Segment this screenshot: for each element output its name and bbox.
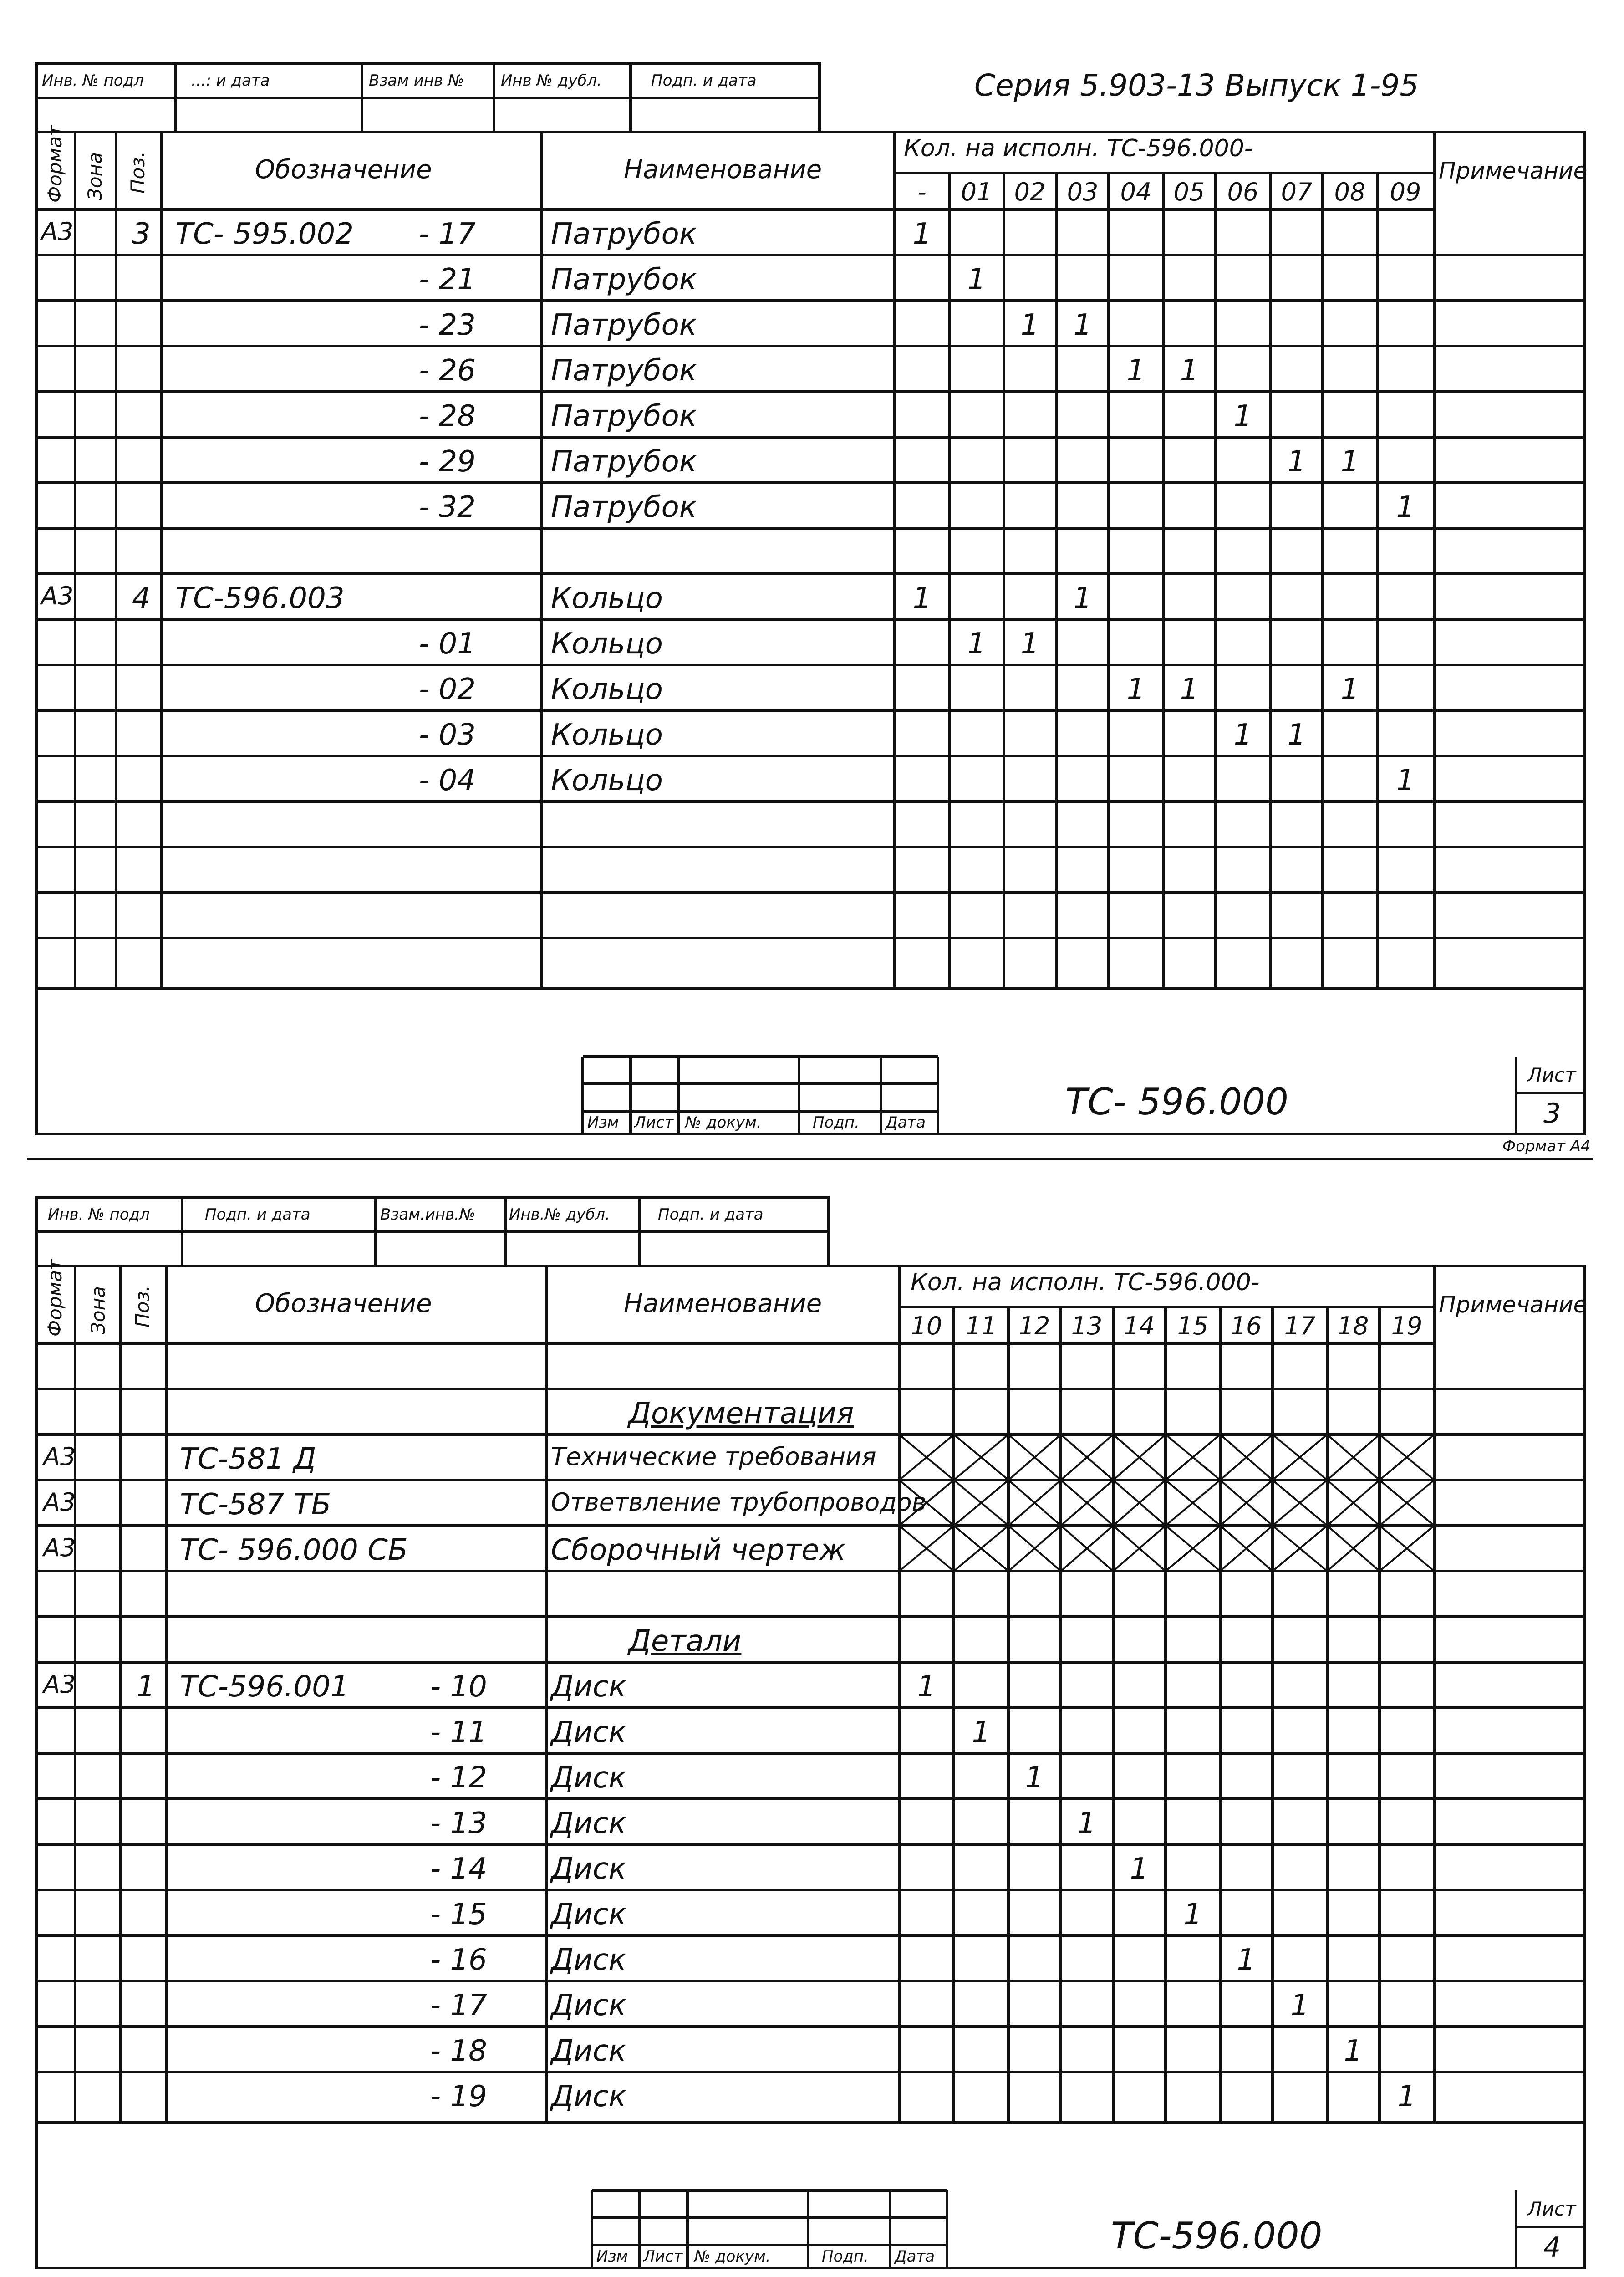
cell-qty: 1 [1237, 1943, 1256, 1977]
cell-qty: 1 [912, 582, 932, 615]
cell-designation: ТС-596.001 [180, 1670, 349, 1704]
cell-qty: 1 [1180, 354, 1199, 388]
cell-variant-suffix: - 17 [430, 1989, 487, 2022]
cell-qty: 1 [967, 263, 986, 296]
cell-qty: 1 [1126, 673, 1145, 706]
cell-qty: 1 [1233, 718, 1252, 752]
cell-variant-suffix: - 14 [430, 1852, 487, 1886]
variant-header: 15 [1177, 1312, 1209, 1340]
cell-format: А3 [43, 1670, 76, 1699]
cell-qty: 1 [1180, 673, 1199, 706]
cell-name: Диск [551, 1715, 626, 1749]
tb-date: Дата [886, 1113, 926, 1132]
cell-name: Кольцо [551, 582, 663, 615]
sheet-label: Лист [1527, 2198, 1576, 2220]
cell-qty: 1 [1077, 1807, 1096, 1840]
cell-qty: 1 [1130, 1852, 1149, 1886]
cell-variant-suffix: - 01 [419, 627, 476, 661]
format-footer: Формат А4 [1502, 1137, 1591, 1155]
cell-qty: 1 [1340, 673, 1359, 706]
cell-name: Технические требования [551, 1442, 876, 1471]
cell-variant-suffix: - 04 [419, 764, 476, 797]
variant-header: 06 [1227, 178, 1259, 206]
stamp-podp-data-2: Подп. и дата [651, 71, 757, 90]
variant-header: 03 [1067, 178, 1099, 206]
cell-qty: 1 [1396, 490, 1415, 524]
series-line: Серия 5.903-13 Выпуск 1-95 [974, 68, 1419, 103]
sheet-label: Лист [1527, 1064, 1576, 1086]
tb-izm: Изм [587, 1113, 619, 1132]
doc-code: ТС-596.000 [1111, 2215, 1323, 2257]
variant-header: 18 [1337, 1312, 1369, 1340]
qty-header: Кол. на исполн. ТС-596.000- [904, 135, 1253, 162]
col-pos-header: Поз. [131, 1285, 153, 1327]
cell-qty: 1 [1025, 1761, 1044, 1795]
cell-name: Патрубок [551, 263, 697, 296]
stamp-podp-data-2: Подп. и дата [658, 1205, 764, 1224]
cell-name: Патрубок [551, 445, 697, 479]
cell-designation: ТС-581 Д [180, 1442, 316, 1476]
tb-list: Лист [634, 1113, 674, 1132]
cell-qty: 1 [1396, 764, 1415, 797]
col-zone-header: Зона [87, 1286, 109, 1334]
cell-format: А3 [43, 1488, 76, 1516]
stamp-inv-dubl: Инв.№ дубл. [509, 1205, 610, 1224]
cell-designation: ТС- 595.002 [175, 217, 354, 251]
cell-qty: 1 [967, 627, 986, 661]
section-heading: Документация [628, 1397, 854, 1430]
variant-header: 11 [965, 1312, 997, 1340]
cell-variant-suffix: - 26 [419, 354, 476, 388]
cell-variant-suffix: - 12 [430, 1761, 487, 1795]
tb-list: Лист [643, 2247, 683, 2266]
cell-name: Диск [551, 2080, 626, 2114]
cell-pos: 1 [137, 1670, 155, 1704]
sheet-number: 3 [1543, 1098, 1561, 1129]
cell-name: Кольцо [551, 627, 663, 661]
cell-name: Диск [551, 1852, 626, 1886]
col-note-header: Примечание [1439, 158, 1588, 184]
variant-header: 08 [1334, 178, 1366, 206]
qty-header: Кол. на исполн. ТС-596.000- [911, 1269, 1260, 1296]
cell-name: Патрубок [551, 308, 697, 342]
cell-name: Патрубок [551, 399, 697, 433]
tb-doc-no: № докум. [685, 1113, 762, 1132]
cell-variant-suffix: - 21 [419, 263, 476, 296]
tb-date: Дата [895, 2247, 935, 2266]
col-zone-header: Зона [84, 152, 106, 200]
cell-name: Диск [551, 1761, 626, 1795]
spec-sheet-4 [0, 1184, 1624, 2277]
cell-pos: 3 [132, 217, 151, 251]
cell-qty: 1 [1073, 582, 1092, 615]
cell-name: Патрубок [551, 490, 697, 524]
variant-header: 12 [1018, 1312, 1050, 1340]
variant-header: 02 [1014, 178, 1046, 206]
cell-name: Диск [551, 1670, 626, 1704]
cell-variant-suffix: - 02 [419, 673, 476, 706]
variant-header: 04 [1120, 178, 1152, 206]
tb-podp: Подп. [813, 1113, 860, 1132]
col-format-header: Формат [44, 1259, 66, 1337]
cell-format: А3 [43, 1442, 76, 1471]
variant-header: 19 [1391, 1312, 1423, 1340]
variant-header: 14 [1123, 1312, 1155, 1340]
tb-doc-no: № докум. [694, 2247, 771, 2266]
cell-variant-suffix: - 28 [419, 399, 476, 433]
col-format-header: Формат [44, 125, 66, 203]
tb-izm: Изм [596, 2247, 628, 2266]
variant-header: 09 [1390, 178, 1421, 206]
variant-header: 16 [1230, 1312, 1262, 1340]
stamp-inv-dubl: Инв № дубл. [501, 71, 602, 90]
variant-header: 05 [1173, 178, 1205, 206]
cell-format: А3 [41, 217, 74, 246]
cell-name: Диск [551, 1898, 626, 1931]
variant-header: - [917, 178, 927, 206]
col-pos-header: Поз. [127, 151, 149, 194]
cell-qty: 1 [1287, 445, 1306, 479]
cell-variant-suffix: - 18 [430, 2034, 487, 2068]
stamp-inv-podl: Инв. № подл [48, 1205, 150, 1224]
col-name-header: Наименование [624, 155, 822, 184]
cell-variant-suffix: - 29 [419, 445, 476, 479]
stamp-vzam-inv: Взам.инв.№ [380, 1205, 476, 1224]
cell-designation: ТС- 596.000 СБ [180, 1533, 408, 1567]
col-name-header: Наименование [624, 1289, 822, 1318]
cell-qty: 1 [972, 1715, 991, 1749]
cell-variant-suffix: - 23 [419, 308, 476, 342]
cell-name: Сборочный чертеж [551, 1533, 846, 1567]
cell-qty: 1 [1397, 2080, 1416, 2114]
cell-name: Кольцо [551, 673, 663, 706]
cell-format: А3 [41, 582, 74, 610]
cell-name: Диск [551, 1989, 626, 2022]
doc-code: ТС- 596.000 [1065, 1081, 1288, 1123]
stamp-podp-data: ...: и дата [191, 71, 270, 90]
cell-qty: 1 [1290, 1989, 1309, 2022]
cell-qty: 1 [1233, 399, 1252, 433]
variant-header: 13 [1071, 1312, 1103, 1340]
variant-header: 07 [1281, 178, 1313, 206]
cell-variant-suffix: - 11 [430, 1715, 487, 1749]
cell-name: Диск [551, 1943, 626, 1977]
cell-variant-suffix: - 15 [430, 1898, 487, 1931]
cell-variant-suffix: - 17 [419, 217, 476, 251]
cell-qty: 1 [1344, 2034, 1363, 2068]
cell-qty: 1 [1073, 308, 1092, 342]
col-designation-header: Обозначение [255, 155, 432, 184]
cell-qty: 1 [1340, 445, 1359, 479]
cell-pos: 4 [132, 582, 151, 615]
cell-qty: 1 [1020, 308, 1039, 342]
cell-qty: 1 [1287, 718, 1306, 752]
tb-podp: Подп. [822, 2247, 869, 2266]
cell-variant-suffix: - 10 [430, 1670, 487, 1704]
cell-name: Патрубок [551, 217, 697, 251]
cell-variant-suffix: - 32 [419, 490, 476, 524]
cell-name: Кольцо [551, 764, 663, 797]
cell-designation: ТС-596.003 [175, 582, 345, 615]
stamp-vzam-inv: Взам инв № [369, 71, 464, 90]
cell-qty: 1 [1183, 1898, 1202, 1931]
stamp-podp-data: Подп. и дата [205, 1205, 311, 1224]
cell-name: Диск [551, 2034, 626, 2068]
cell-designation: ТС-587 ТБ [180, 1488, 331, 1521]
col-designation-header: Обозначение [255, 1289, 432, 1318]
cell-qty: 1 [917, 1670, 936, 1704]
cell-variant-suffix: - 03 [419, 718, 476, 752]
cell-qty: 1 [1020, 627, 1039, 661]
cell-variant-suffix: - 19 [430, 2080, 487, 2114]
stamp-inv-podl: Инв. № подл [42, 71, 144, 90]
cell-name: Кольцо [551, 718, 663, 752]
cell-name: Диск [551, 1807, 626, 1840]
variant-header: 10 [911, 1312, 942, 1340]
cell-qty: 1 [912, 217, 932, 251]
cell-format: А3 [43, 1533, 76, 1562]
cell-variant-suffix: - 13 [430, 1807, 487, 1840]
variant-header: 17 [1284, 1312, 1316, 1340]
col-note-header: Примечание [1439, 1292, 1588, 1318]
cell-name: Патрубок [551, 354, 697, 388]
cell-variant-suffix: - 16 [430, 1943, 487, 1977]
variant-header: 01 [961, 178, 993, 206]
cell-qty: 1 [1126, 354, 1145, 388]
section-heading: Детали [628, 1624, 742, 1658]
cell-name: Ответвление трубопроводов [551, 1488, 927, 1516]
sheet-number: 4 [1543, 2231, 1561, 2263]
sheet-4-grid [0, 1184, 1624, 2277]
